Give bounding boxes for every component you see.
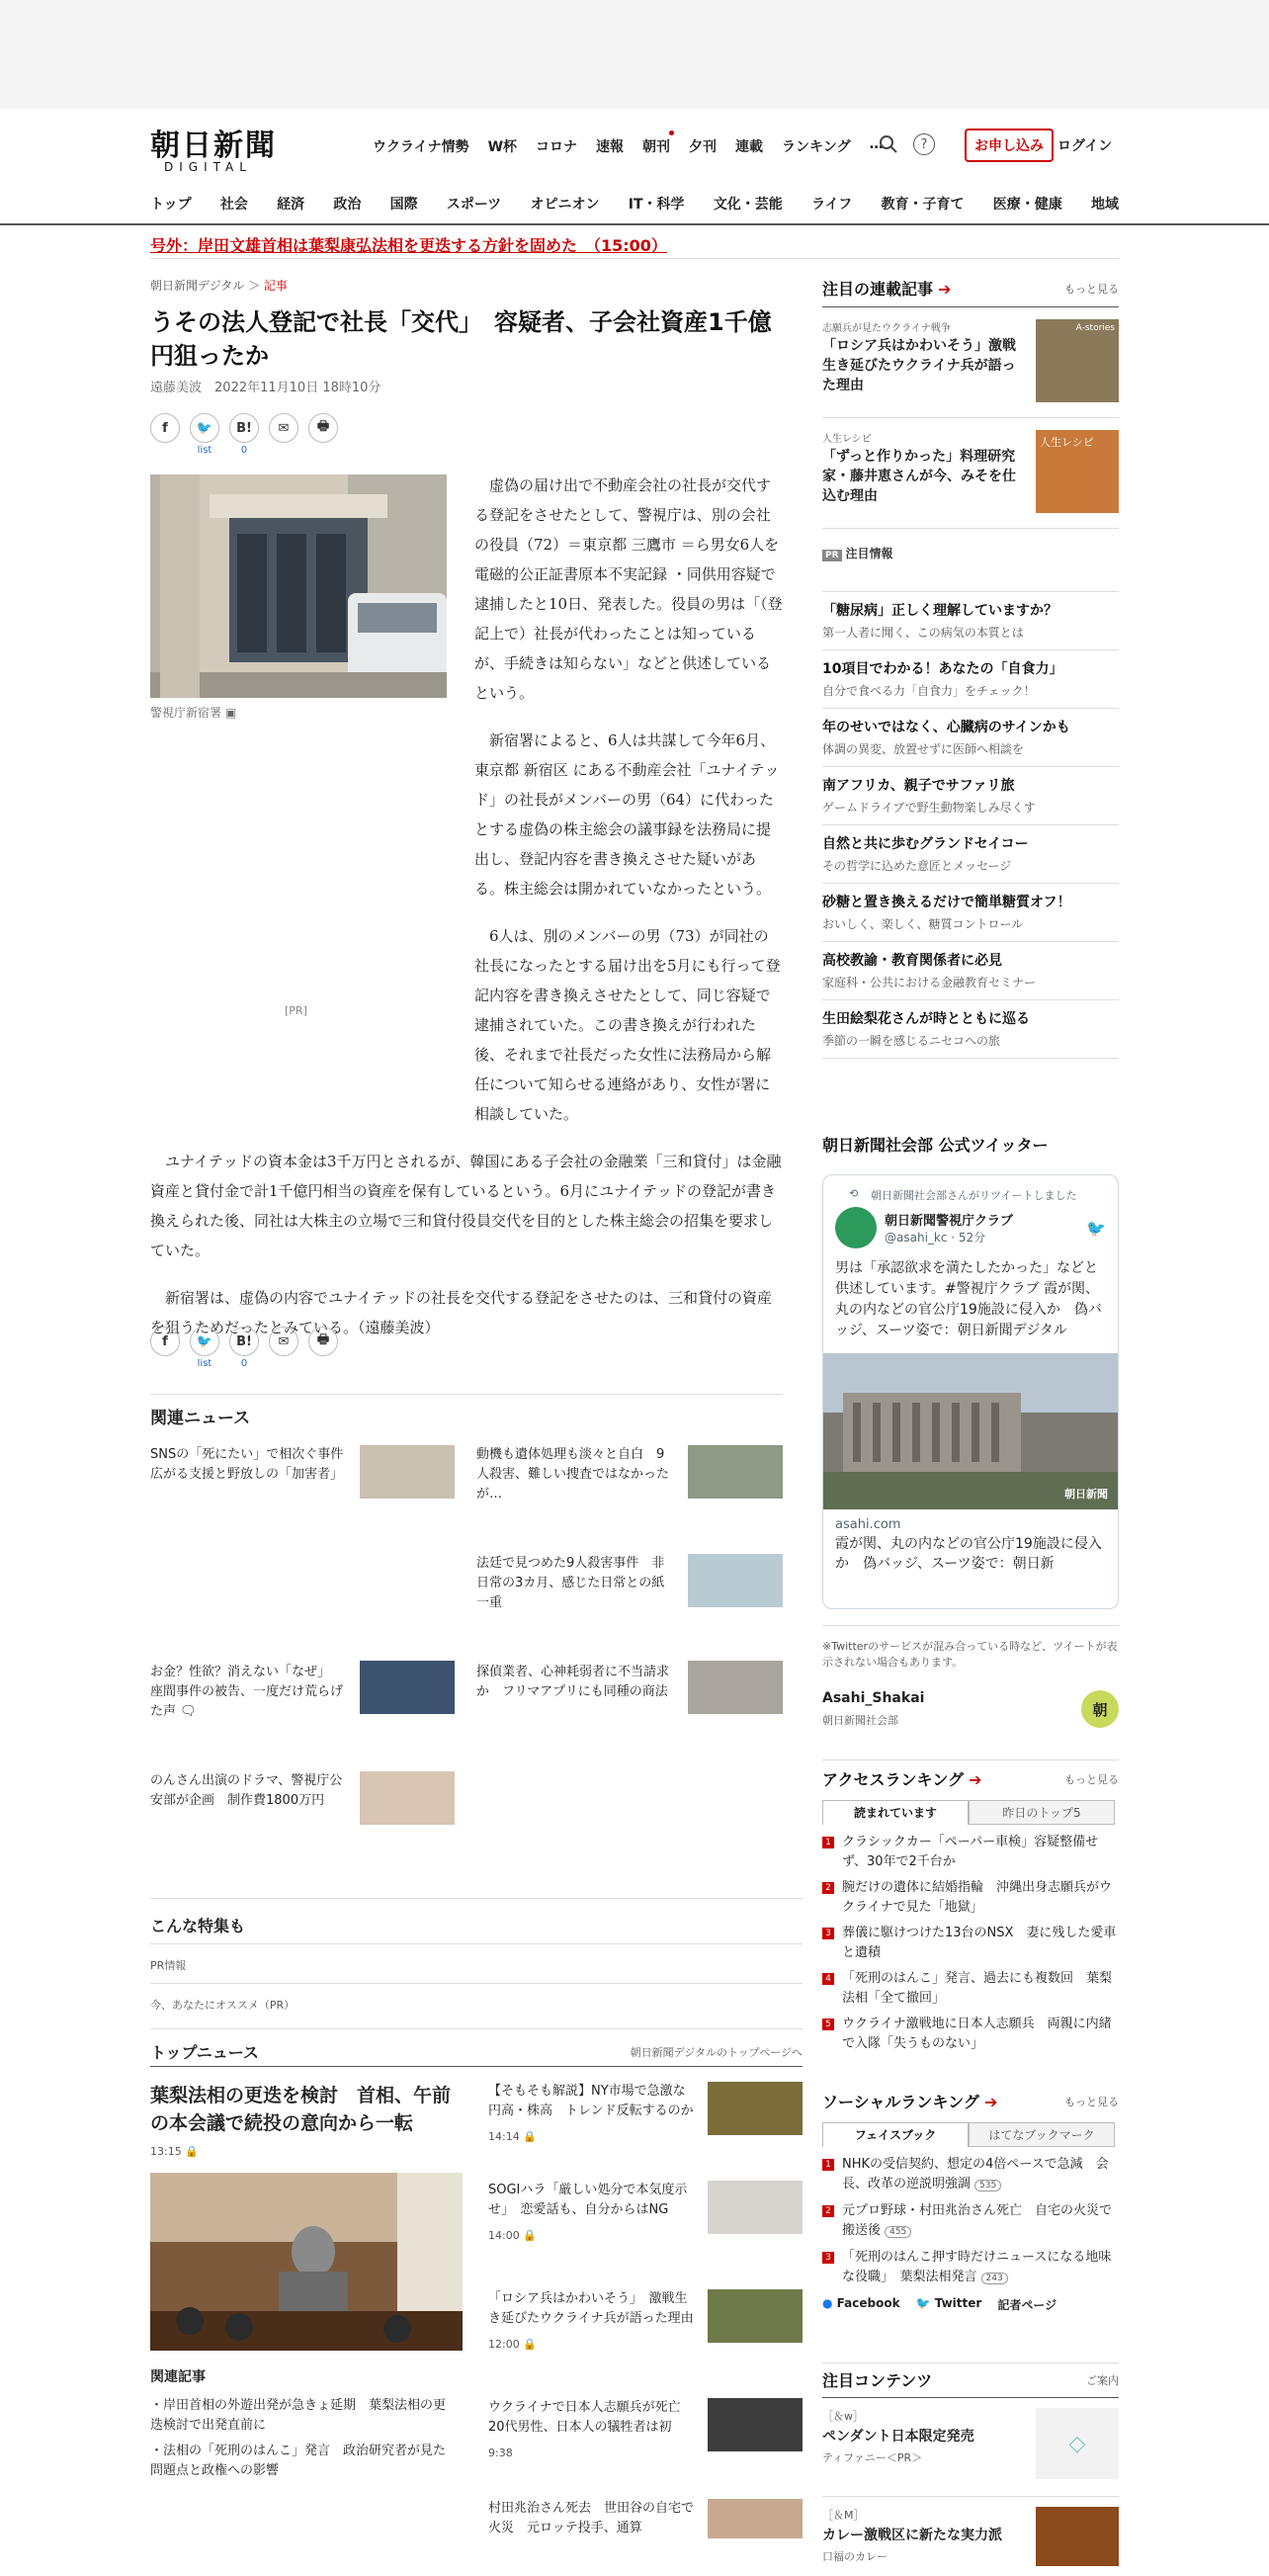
- content-thumbnail: [1036, 2507, 1119, 2566]
- twitter-link[interactable]: 🐦 Twitter: [915, 2296, 982, 2310]
- ranking-item[interactable]: 3 葬儀に駆けつけた13台のNSX 妻に残した愛車と遺積: [822, 1924, 1119, 1963]
- pr-info-label: PR情報: [150, 1959, 187, 1972]
- top-page-link[interactable]: 朝日新聞デジタルのトップページへ: [630, 2046, 803, 2059]
- twitter-list-link[interactable]: list: [197, 1358, 212, 1369]
- content-item[interactable]: ［＆M］ カレー激戦区に新たな実力派 口福のカレー: [822, 2497, 1119, 2576]
- social-tabs: [822, 2122, 1119, 2147]
- related-news-thumbnail[interactable]: [688, 1661, 783, 1714]
- notice-heading: 注目情報: [845, 547, 893, 560]
- author-name[interactable]: 遠藤美波: [150, 381, 203, 395]
- facebook-link[interactable]: ● Facebook: [822, 2296, 900, 2310]
- facebook-share-icon[interactable]: f: [150, 1327, 180, 1356]
- top-news-item[interactable]: ウクライナで日本人志願兵が死亡 20代男性、日本人の犠牲者は初 9:38: [488, 2400, 694, 2459]
- notice-item[interactable]: 自然と共に歩むグランドセイコー その哲学に込めた意匠とメッセージ: [822, 824, 1119, 883]
- twitter-heading: 朝日新聞社会部 公式ツイッター: [822, 1136, 1049, 1155]
- ad-banner: [0, 0, 1269, 109]
- cat-region[interactable]: 地域: [1090, 197, 1119, 213]
- nav-morning[interactable]: 朝刊: [642, 136, 670, 156]
- lock-icon: 🔒: [185, 2145, 199, 2158]
- publish-date: 2022年11月10日 18時10分: [214, 381, 381, 395]
- twitter-bird-icon[interactable]: 🐦: [1086, 1218, 1106, 1238]
- tab-most-read[interactable]: 読まれています: [822, 1800, 969, 1825]
- related-news-thumbnail[interactable]: [688, 1554, 783, 1607]
- lead-story-title[interactable]: 葉梨法相の更迭を検討 首相、午前の本会議で続投の意向から一転: [150, 2085, 452, 2134]
- asahi-watermark: 朝日新聞: [1064, 1488, 1108, 1501]
- related-news-thumbnail[interactable]: [360, 1771, 455, 1825]
- nav-series[interactable]: 連載: [735, 139, 764, 155]
- sidebar: [822, 277, 1119, 2563]
- account-avatar[interactable]: 朝: [1081, 1690, 1119, 1728]
- top-news-item[interactable]: 村田兆治さん死去 世田谷の自宅で火災 元ロッテ投手、通算: [488, 2501, 695, 2535]
- content-item[interactable]: ［＆w］ ペンダント日本限定発売 ティファニー＜PR＞ ◇: [822, 2398, 1119, 2497]
- share-count-badge: 535: [974, 2180, 1001, 2191]
- article-body: [150, 471, 783, 1342]
- pr-label: [PR]: [285, 1004, 307, 1017]
- recommend-pr-label: 今、あなたにオススメ（PR）: [150, 1999, 296, 2012]
- related-news-heading: 関連ニュース: [150, 1409, 251, 1428]
- arrow-right-icon: ➔: [969, 1770, 982, 1789]
- tweet-avatar[interactable]: [835, 1207, 877, 1248]
- related-news-item[interactable]: 探偵業者、心神耗弱者に不当請求か フリマアプリにも同種の商法: [476, 1665, 670, 1699]
- nav-corona[interactable]: コロナ: [536, 139, 578, 155]
- tab-yesterday-top5[interactable]: 昨日のトップ5: [969, 1800, 1115, 1825]
- notice-item[interactable]: 高校教諭・教育関係者に必見 家庭科・公共における金融教育セミナー: [822, 941, 1119, 999]
- hatena-bookmark-icon[interactable]: B!: [229, 1327, 259, 1356]
- related-news-thumbnail[interactable]: [360, 1445, 455, 1499]
- share-buttons-top: [150, 413, 783, 457]
- breadcrumb: 朝日新聞デジタル ＞ 記事: [150, 279, 288, 293]
- lock-icon: 🔒: [523, 2338, 537, 2351]
- share-count-badge: 455: [885, 2226, 911, 2238]
- related-news-thumbnail[interactable]: [688, 1445, 783, 1499]
- share-count-badge: 243: [981, 2273, 1008, 2284]
- nav-breaking[interactable]: 速報: [596, 139, 625, 155]
- cat-health[interactable]: 医療・健康: [992, 197, 1062, 213]
- top-nav: [373, 136, 884, 156]
- more-icon[interactable]: …: [869, 136, 884, 152]
- mail-icon[interactable]: ✉: [269, 413, 298, 443]
- article-paragraph: ユナイテッドの資本金は3千万円とされるが、韓国にある子会社の金融業「三和貸付」は金融資産と貸付金で計1千億円相当の資産を保有しているという。6月にユナイテッドの登記が書き換えられた後、同社は大株主の立場で三和貸付役員交代を目的とした株主総会の招集を要求していた。: [150, 1153, 782, 1259]
- more-link[interactable]: もっと見る: [1064, 1773, 1119, 1786]
- category-nav: [150, 194, 1119, 214]
- cat-economy[interactable]: 経済: [277, 197, 305, 213]
- ranking-item[interactable]: 3 「死刑のはんこ押す時だけニュースになる地味な役職」 葉梨法相発言 243: [822, 2248, 1119, 2288]
- nav-ukraine[interactable]: ウクライナ情勢: [373, 139, 469, 155]
- ranking-item[interactable]: 4 「死刑のはんこ」発言、過去にも複数回 葉梨法相「全て撤回」: [822, 1969, 1119, 2009]
- tweet-author-name[interactable]: 朝日新聞警視庁クラブ: [885, 1214, 1014, 1229]
- related-articles-heading: 関連記事: [150, 2369, 206, 2385]
- top-news-item[interactable]: 「ロシア兵はかわいそう」 激戦生き延びたウクライナ兵が語った理由 12:00 🔒: [488, 2291, 694, 2351]
- mail-icon[interactable]: ✉: [269, 1327, 298, 1356]
- notice-item[interactable]: 生田絵梨花さんが時とともに巡る 季節の一瞬を感じるニセコへの旅: [822, 999, 1119, 1059]
- related-news-item[interactable]: のんさん出演のドラマ、警視庁公安部が企画 制作費1800万円: [150, 1773, 343, 1808]
- cat-opinion[interactable]: オピニオン: [530, 197, 600, 213]
- hatena-bookmark-icon[interactable]: B!: [229, 413, 259, 443]
- tweet-card-title[interactable]: 霞が関、丸の内などの官公庁19施設に侵入か 偽バッジ、スーツ姿で：朝日新: [835, 1536, 1102, 1572]
- access-ranking-heading[interactable]: アクセスランキング: [822, 1770, 965, 1789]
- cat-education[interactable]: 教育・子育て: [881, 197, 965, 213]
- print-icon[interactable]: 🖶: [308, 413, 338, 443]
- photo-caption: 警視庁新宿署 ▣: [150, 706, 237, 720]
- article-paragraph: 6人は、別のメンバーの男（73）が同社の社長になったとする届け出を5月にも行って登記内容を書き換えさせたとして、同じ容疑で逮捕されていた。この書き換えが行われた後、それまで社長だった女性に法務局から解任について知らせる連絡があり、女性が署に相談していた。: [474, 927, 781, 1123]
- site-header: [0, 109, 1269, 225]
- series-thumbnail: A-stories: [1036, 319, 1119, 402]
- arrow-right-icon: ➔: [983, 2093, 998, 2111]
- twitter-share-icon[interactable]: 🐦: [190, 1327, 219, 1356]
- more-link[interactable]: もっと見る: [1064, 283, 1119, 296]
- content-heading: 注目コンテンツ: [822, 2371, 933, 2390]
- cat-culture[interactable]: 文化・芸能: [713, 197, 783, 213]
- notice-item[interactable]: 砂糖と置き換えるだけで簡単糖質オフ！ おいしく、楽しく、糖質コントロール: [822, 883, 1119, 941]
- lock-icon: 🔒: [523, 2130, 537, 2143]
- notice-item[interactable]: 南アフリカ、親子でサファリ旅 ゲームドライブで野生動物楽しみ尽くす: [822, 766, 1119, 824]
- more-link[interactable]: もっと見る: [1064, 2096, 1119, 2108]
- account-block[interactable]: Asahi_Shakai 朝日新聞社会部 朝: [822, 1690, 1119, 1748]
- top-news-heading: トップニュース: [150, 2043, 259, 2062]
- cat-top[interactable]: トップ: [150, 197, 192, 213]
- tweet-handle[interactable]: @asahi_kc · 52分: [885, 1231, 986, 1245]
- site-logo[interactable]: 朝日新聞 DIGITAL: [150, 129, 277, 174]
- breaking-news-bar: [150, 233, 1119, 259]
- twitter-note: ※Twitterのサービスが混み合っている時など、ツイートが表示されない場合もあります。: [822, 1640, 1118, 1669]
- nav-ranking[interactable]: ランキング: [782, 139, 851, 155]
- subscribe-button[interactable]: お申し込み: [965, 129, 1054, 162]
- series-item[interactable]: 人生レシピ 「ずっと作りかった」料理研究家・藤井恵さんが今、みそを仕込む理由 人生レシピ: [822, 418, 1119, 529]
- ranking-item[interactable]: 2 腕だけの遺体に結婚指輪 沖縄出身志願兵がウクライナで見た「地獄」: [822, 1878, 1119, 1918]
- top-news-thumbnail[interactable]: [708, 2398, 803, 2451]
- nav-worldcup[interactable]: W杯: [487, 139, 518, 155]
- guide-link[interactable]: ご案内: [1086, 2374, 1119, 2387]
- cat-international[interactable]: 国際: [389, 197, 418, 213]
- top-news-thumbnail[interactable]: [708, 2181, 803, 2234]
- top-news-thumbnail[interactable]: [708, 2289, 803, 2343]
- tab-hatena[interactable]: はてなブックマーク: [969, 2122, 1115, 2147]
- image-gallery-icon[interactable]: ▣: [224, 706, 237, 720]
- print-icon[interactable]: 🖶: [308, 1327, 338, 1356]
- series-heading[interactable]: 注目の連載記事: [822, 280, 934, 299]
- social-ranking-heading[interactable]: ソーシャルランキング: [822, 2093, 979, 2111]
- ranking-item[interactable]: 1 クラシックカー「ペーパー車検」容疑整備せず、30年で2千台か: [822, 1833, 1119, 1872]
- notice-item[interactable]: 年のせいではなく、心臓病のサインかも 体調の異変、放置せずに医師へ相談を: [822, 708, 1119, 766]
- tweet-card-image[interactable]: [823, 1353, 1118, 1509]
- related-news-item[interactable]: 動機も遺体処理も淡々と自白 9人殺害、難しい捜査ではなかったが…: [476, 1447, 670, 1502]
- byline: [150, 377, 783, 395]
- twitter-list-link[interactable]: list: [197, 445, 212, 456]
- feature-heading: こんな特集も: [150, 1917, 246, 1935]
- access-tabs: [822, 1800, 1119, 1825]
- article-paragraph: 新宿署は、虚偽の内容でユナイテッドの社長を交代する登記をさせたのは、三和貸付の資産を狙うためだったとみている。（遠藤美波）: [150, 1289, 772, 1336]
- cat-politics[interactable]: 政治: [333, 197, 362, 213]
- pr-badge: PR: [822, 550, 842, 561]
- top-news-item[interactable]: SOGIハラ「厳しい処分で本気度示せ」 恋愛話も、自分からはNG 14:00 🔒: [488, 2183, 688, 2242]
- arrow-right-icon: ➔: [938, 280, 952, 299]
- article-paragraph: 新宿署によると、6人は共謀して今年6月、東京都 新宿区 にある不動産会社「ユナイテッド」の社長がメンバーの男（64）に代わったとする虚偽の株主総会の議事録を法務局に提出し、登記内容を書き換えさせた疑いがある。株主総会は開かれていなかったという。: [474, 731, 780, 898]
- top-news-item[interactable]: 【そもそも解説】NY市場で急激な円高・株高 トレンド反転するのか 14:14 🔒: [488, 2084, 694, 2143]
- related-news-thumbnail[interactable]: [360, 1661, 455, 1714]
- nav-evening[interactable]: 夕刊: [689, 139, 718, 155]
- reporter-page-link[interactable]: 記者ページ: [997, 2298, 1058, 2312]
- search-icon[interactable]: [878, 133, 899, 155]
- series-item[interactable]: 志願兵が見たウクライナ戦争 「ロシア兵はかわいそう」激戦生き延びたウクライナ兵が語った理由 A-stories: [822, 307, 1119, 418]
- ranking-item[interactable]: 1 NHKの受信契約、想定の4倍ペースで急減 会長、改革の逆説明強調 535: [822, 2155, 1119, 2195]
- related-news-item[interactable]: 法廷で見つめた9人殺害事件 非日常の3カ月、感じた日常との紙一重: [476, 1556, 665, 1610]
- embedded-tweet[interactable]: ⟲ 朝日新聞社会部さんがリツイートしました 朝日新聞警視庁クラブ @asahi_kc · 52分 🐦 男は「承認欲求を満たしたかった」などと供述しています。#警視庁クラブ 霞が関、丸の内などの官公庁19施設に侵入か 偽バッジ、スーツ姿で：朝日新聞デジタル 朝日新聞 asahi.com 霞が関、丸の内などの官公庁19施設に侵入か 偽バッジ、スーツ姿で：朝日新: [822, 1174, 1119, 1609]
- retweet-icon: ⟲: [849, 1187, 859, 1200]
- ranking-item[interactable]: 5 ウクライナ激戦地に日本人志願兵 両親に内緒で入隊「失うものない」: [822, 2015, 1119, 2054]
- cat-life[interactable]: ライフ: [811, 197, 853, 213]
- article-paragraph: 虚偽の届け出で不動産会社の社長が交代する登記をさせたとして、警視庁は、別の会社の役員（72）＝東京都 三鷹市 ＝ら男女6人を 電磁的公正証書原本不実記録 ・同供用容疑で逮捕したと10日、発表した。役員の男は「（登記上で）社長が代わったことは知っているが、手続きは知らない」などと供述しているという。: [474, 476, 783, 702]
- top-news-thumbnail[interactable]: [708, 2499, 803, 2538]
- login-link[interactable]: ログイン: [1058, 138, 1113, 154]
- comment-icon: 🗨: [180, 1704, 197, 1719]
- top-news-thumbnail[interactable]: [708, 2082, 803, 2135]
- facebook-share-icon[interactable]: f: [150, 413, 180, 443]
- related-news-item[interactable]: SNSの「死にたい」で相次ぐ事件 広がる支援と野放しの「加害者」: [150, 1447, 357, 1482]
- breadcrumb-current[interactable]: 記事: [263, 279, 288, 293]
- help-icon[interactable]: ?: [913, 133, 935, 155]
- related-news-item[interactable]: お金？性欲？消えない「なぜ」 座間事件の被告、一度だけ荒らげた声 🗨: [150, 1665, 344, 1719]
- notice-item[interactable]: 「糖尿病」正しく理解していますか？ 第一人者に聞く、この病気の本質とは: [822, 591, 1119, 649]
- series-thumbnail: 人生レシピ: [1036, 430, 1119, 513]
- lock-icon: 🔒: [523, 2229, 537, 2242]
- notice-item[interactable]: 10項目でわかる！あなたの「自食力」 自分で食べる力「自食力」をチェック！: [822, 649, 1119, 708]
- twitter-share-icon[interactable]: 🐦: [190, 413, 219, 443]
- article-title: うその法人登記で社長「交代」 容疑者、子会社資産1千億円狙ったか: [150, 308, 772, 370]
- lead-story-time: 13:15: [150, 2145, 182, 2158]
- tab-facebook[interactable]: フェイスブック: [822, 2122, 969, 2147]
- lead-story-photo[interactable]: [150, 2173, 463, 2351]
- ranking-item[interactable]: 2 元プロ野球・村田兆治さん死亡 自宅の火災で搬送後 455: [822, 2201, 1119, 2242]
- breadcrumb-home[interactable]: 朝日新聞デジタル: [150, 279, 245, 293]
- share-buttons-bottom: [150, 1327, 338, 1370]
- hatena-count[interactable]: 0: [240, 445, 248, 456]
- tweet-card-domain: asahi.com: [835, 1517, 901, 1532]
- tweet-text: 男は「承認欲求を満たしたかった」などと供述しています。#警視庁クラブ 霞が関、丸の内などの官公庁19施設に侵入か 偽バッジ、スーツ姿で：朝日新聞デジタル: [835, 1260, 1102, 1338]
- article-main: [150, 277, 803, 2535]
- breaking-news-link[interactable]: 号外：岸田文雄首相は葉梨康弘法相を更迭する方針を固めた （15:00）: [150, 236, 667, 255]
- content-thumbnail: ◇: [1036, 2408, 1119, 2479]
- related-article-link[interactable]: ・法相の「死刑のはんこ」発言 政治研究者が見た問題点と政権への影響: [150, 2444, 447, 2478]
- cat-sports[interactable]: スポーツ: [446, 197, 502, 213]
- hatena-count[interactable]: 0: [240, 1358, 248, 1369]
- related-article-link[interactable]: ・岸田首相の外遊出発が急きょ延期 葉梨法相の更迭検討で出発直前に: [150, 2398, 447, 2433]
- cat-it-science[interactable]: IT・科学: [628, 197, 685, 213]
- cat-society[interactable]: 社会: [219, 197, 248, 213]
